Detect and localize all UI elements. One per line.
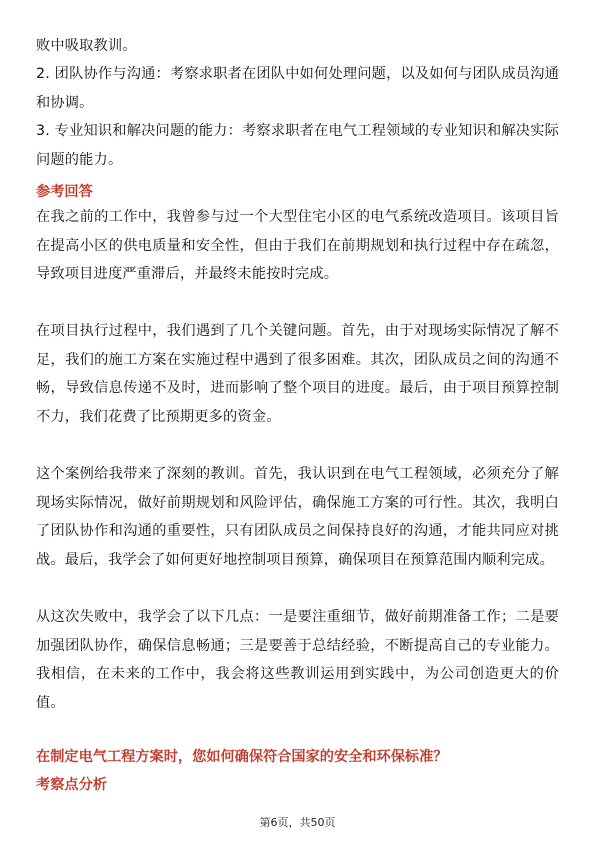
answer-paragraph-1: 在我之前的工作中，我曾参与过一个大型住宅小区的电气系统改造项目。该项目旨在提高小区的供电质量和安全性，但由于我们在前期规划和执行过程中存在疏忽，导致项目进度严重滞后，并最终未能按时完成。 [36,209,559,282]
answer-paragraph-2: 在项目执行过程中，我们遇到了几个关键问题。首先，由于对现场实际情况了解不足，我们的施工方案在实施过程中遇到了很多困难。其次，团队成员之间的沟通不畅，导致信息传递不及时，进而影响了整个项目的进度。最后，由于项目预算控制不力，我们花费了比预期更多的资金。 [36,323,559,425]
section-heading-analysis: 考察点分析 [36,777,107,793]
list-item-teamwork: 2. 团队协作与沟通：考察求职者在团队中如何处理问题，以及如何与团队成员沟通和协调。 [36,66,559,111]
answer-paragraph-3: 这个案例给我带来了深刻的教训。首先，我认识到在电气工程领域，必须充分了解现场实际情况，做好前期规划和风险评估，确保施工方案的可行性。其次，我明白了团队协作和沟通的重要性，只有团队成员之间保持良好的沟通，才能共同应对挑战。最后，我学会了如何更好地控制项目预算，确保项目在预算范围内顺利完成。 [36,466,559,568]
question-heading: 在制定电气工程方案时，您如何确保符合国家的安全和环保标准？ [36,749,448,765]
paragraph-continuation: 败中吸取教训。 [36,38,137,54]
answer-paragraph-4: 从这次失败中，我学会了以下几点：一是要注重细节，做好前期准备工作；二是要加强团队协作，确保信息畅通；三是要善于总结经验，不断提高自己的专业能力。我相信，在未来的工作中，我会将这些教训运用到实践中，为公司创造更大的价值。 [36,609,559,711]
section-heading-reference-answer: 参考回答 [36,184,93,200]
list-item-expertise: 3. 专业知识和解决问题的能力：考察求职者在电气工程领域的专业知识和解决实际问题的能力。 [36,123,559,168]
page-number-footer: 第6页，共50页 [259,816,336,829]
